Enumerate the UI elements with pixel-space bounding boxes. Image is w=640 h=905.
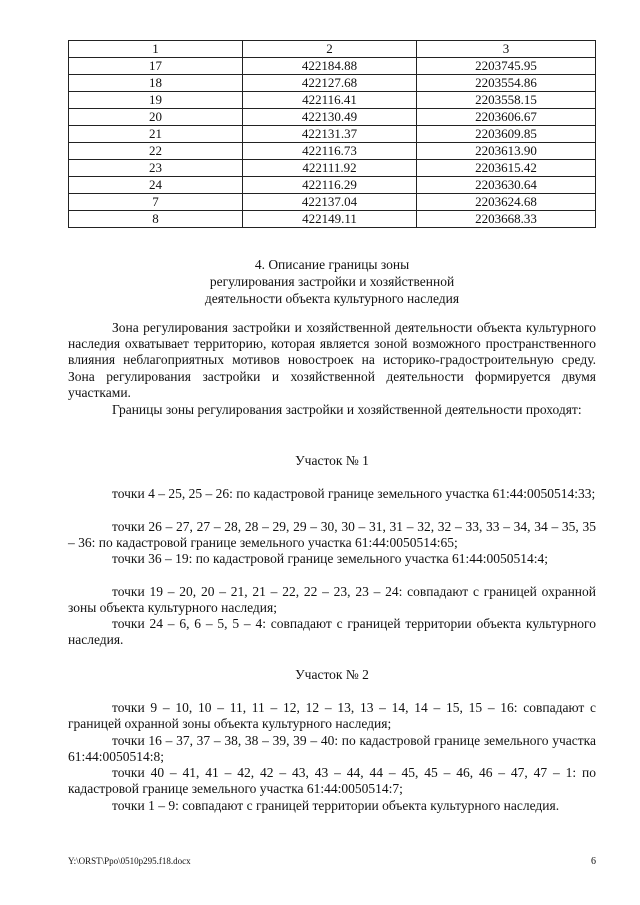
table-cell: 2203624.68 xyxy=(417,194,596,211)
table-cell: 2203668.33 xyxy=(417,211,596,228)
table-header-row xyxy=(69,41,596,58)
table-cell: 2203745.95 xyxy=(417,58,596,75)
table-cell: 2203613.90 xyxy=(417,143,596,160)
table-row xyxy=(69,109,596,126)
table-cell: 21 xyxy=(69,126,243,143)
section-heading xyxy=(68,256,596,307)
table-cell: 2203606.67 xyxy=(417,109,596,126)
table-cell: 17 xyxy=(69,58,243,75)
table-cell: 19 xyxy=(69,92,243,109)
plot1-item: точки 19 – 20, 20 – 21, 21 – 22, 22 – 23, 23 – 24: совпадают с границей охранной зоны объекта культурного наследия; xyxy=(68,584,596,616)
plot2-item: точки 40 – 41, 41 – 42, 42 – 43, 43 – 44, 44 – 45, 45 – 46, 46 – 47, 47 – 1: по кадастровой границе земельного участка 61:44:0050514:7; xyxy=(68,765,596,797)
table-cell: 2203554.86 xyxy=(417,75,596,92)
table-cell: 422131.37 xyxy=(243,126,417,143)
table-cell: 20 xyxy=(69,109,243,126)
table-cell: 422149.11 xyxy=(243,211,417,228)
plot2-item: точки 9 – 10, 10 – 11, 11 – 12, 12 – 13, 13 – 14, 14 – 15, 15 – 16: совпадают с границей охранной зоны объекта культурного наследия; xyxy=(68,700,596,732)
table-row xyxy=(69,143,596,160)
intro-paragraph: Зона регулирования застройки и хозяйственной деятельности объекта культурного наследия охватывает территорию, которая является зоной возможного пространственного влияния неблагоприятных мотивов новостроек на историко-градостроительную среду. Зона регулирования застройки и хозяйственной деятельности формируется двумя участками. xyxy=(68,320,596,400)
table-row xyxy=(69,58,596,75)
table-cell: 422116.41 xyxy=(243,92,417,109)
plot2-title: Участок № 2 xyxy=(295,667,369,682)
table-cell: 23 xyxy=(69,160,243,177)
plot1-item: точки 26 – 27, 27 – 28, 28 – 29, 29 – 30, 30 – 31, 31 – 32, 32 – 33, 33 – 34, 34 – 35, 35 – 36: по кадастровой границе земельного участка 61:44:0050514:65; xyxy=(68,519,596,551)
table-cell: 7 xyxy=(69,194,243,211)
table-cell: 422184.88 xyxy=(243,58,417,75)
table-row xyxy=(69,211,596,228)
boundaries-intro-paragraph: Границы зоны регулирования застройки и хозяйственной деятельности проходят: xyxy=(112,402,582,417)
table-header-cell: 2 xyxy=(243,41,417,58)
table-row xyxy=(69,126,596,143)
table-cell: 2203630.64 xyxy=(417,177,596,194)
footer-file-path: Y:\ORST\Ppo\0510p295.f18.docx xyxy=(68,856,191,866)
plot1-item: точки 36 – 19: по кадастровой границе земельного участка 61:44:0050514:4; xyxy=(112,551,548,566)
table-header-cell: 1 xyxy=(69,41,243,58)
table-cell: 2203615.42 xyxy=(417,160,596,177)
table-row xyxy=(69,75,596,92)
table-cell: 422116.73 xyxy=(243,143,417,160)
table-cell: 422111.92 xyxy=(243,160,417,177)
table-cell: 422116.29 xyxy=(243,177,417,194)
page-number: 6 xyxy=(591,856,596,867)
table-cell: 2203609.85 xyxy=(417,126,596,143)
table-cell: 8 xyxy=(69,211,243,228)
plot2-item: точки 16 – 37, 37 – 38, 38 – 39, 39 – 40: по кадастровой границе земельного участка 61:44:0050514:8; xyxy=(68,733,596,765)
plot1-item: точки 4 – 25, 25 – 26: по кадастровой границе земельного участка 61:44:0050514:33; xyxy=(112,486,596,501)
section-heading-line: деятельности объекта культурного наследия xyxy=(204,291,460,306)
table-header-cell: 3 xyxy=(417,41,596,58)
table-cell: 422130.49 xyxy=(243,109,417,126)
plot1-title: Участок № 1 xyxy=(295,453,369,468)
table-cell: 18 xyxy=(69,75,243,92)
plot1-item: точки 24 – 6, 6 – 5, 5 – 4: совпадают с границей территории объекта культурного наследия. xyxy=(68,616,596,648)
section-heading-line: 4. Описание границы зоны xyxy=(254,257,410,272)
table-row xyxy=(69,177,596,194)
table-row xyxy=(69,160,596,177)
table-cell: 422127.68 xyxy=(243,75,417,92)
table-cell: 422137.04 xyxy=(243,194,417,211)
plot2-item: точки 1 – 9: совпадают с границей территории объекта культурного наследия. xyxy=(112,798,560,813)
coordinates-table xyxy=(68,40,596,228)
table-cell: 22 xyxy=(69,143,243,160)
section-heading-line: регулирования застройки и хозяйственной xyxy=(209,274,455,289)
table-cell: 24 xyxy=(69,177,243,194)
table-cell: 2203558.15 xyxy=(417,92,596,109)
table-row xyxy=(69,194,596,211)
table-row xyxy=(69,92,596,109)
